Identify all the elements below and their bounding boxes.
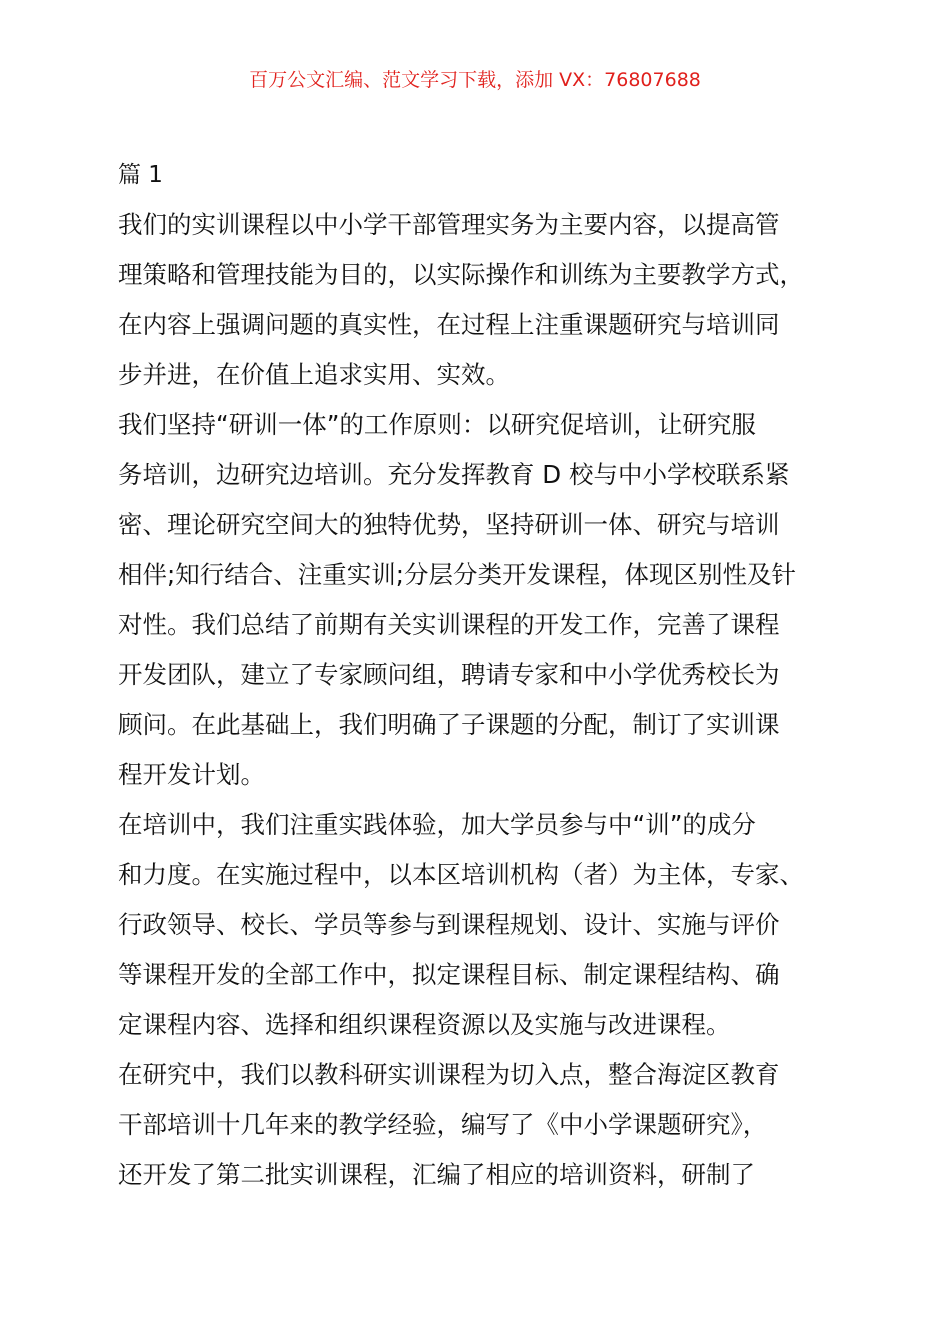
header-banner: 百万公文汇编、范文学习下载，添加 VX：76807688: [249, 69, 701, 91]
text-line: 程开发计划。: [118, 760, 265, 789]
paragraph-3: [118, 800, 853, 1050]
text-line: 对性。我们总结了前期有关实训课程的开发工作，完善了课程: [118, 610, 780, 639]
text-line: 还开发了第二批实训课程，汇编了相应的培训资料，研制了: [118, 1160, 755, 1189]
text-line: 顾问。在此基础上，我们明确了子课题的分配，制订了实训课: [118, 710, 780, 739]
text-line: 步并进，在价值上追求实用、实效。: [118, 360, 510, 389]
section-title: 篇 1: [118, 162, 163, 188]
paragraph-2: [118, 400, 853, 800]
document-body: [118, 150, 853, 1200]
text-line: 开发团队，建立了专家顾问组，聘请专家和中小学优秀校长为: [118, 660, 780, 689]
text-line: 在研究中，我们以教科研实训课程为切入点，整合海淀区教育: [118, 1060, 780, 1089]
text-line: 在培训中，我们注重实践体验，加大学员参与中“训”的成分: [118, 810, 756, 839]
text-line: 相伴;知行结合、注重实训;分层分类开发课程，体现区别性及针: [118, 560, 797, 589]
text-line: 密、理论研究空间大的独特优势，坚持研训一体、研究与培训: [118, 510, 780, 539]
text-line: 干部培训十几年来的教学经验，编写了《中小学课题研究》，: [118, 1110, 768, 1139]
text-line: 和力度。在实施过程中，以本区培训机构（者）为主体，专家、: [118, 860, 804, 889]
text-line: 务培训，边研究边培训。充分发挥教育 D 校与中小学校联系紧: [118, 460, 790, 489]
text-line: 等课程开发的全部工作中，拟定课程目标、制定课程结构、确: [118, 960, 780, 989]
text-line: 我们坚持“研训一体”的工作原则：以研究促培训，让研究服: [118, 410, 756, 439]
paragraph-1: [118, 200, 853, 400]
text-line: 在内容上强调问题的真实性，在过程上注重课题研究与培训同: [118, 310, 780, 339]
text-line: 行政领导、校长、学员等参与到课程规划、设计、实施与评价: [118, 910, 780, 939]
paragraph-4: [118, 1050, 853, 1200]
text-line: 我们的实训课程以中小学干部管理实务为主要内容，以提高管: [118, 210, 780, 239]
text-line: 定课程内容、选择和组织课程资源以及实施与改进课程。: [118, 1010, 731, 1039]
text-line: 理策略和管理技能为目的，以实际操作和训练为主要教学方式，: [118, 260, 804, 289]
